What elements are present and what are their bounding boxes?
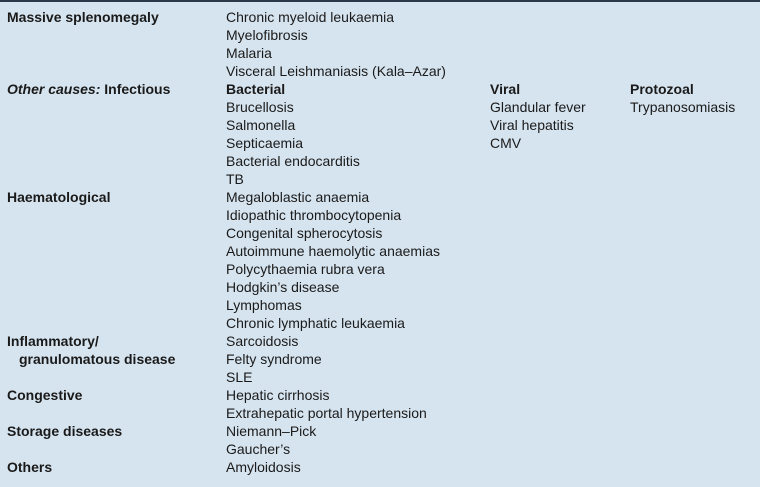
category-label: Haematological <box>7 189 111 205</box>
cause-list <box>219 332 490 386</box>
cause-item: Lymphomas <box>226 297 302 313</box>
protozoal-list <box>630 80 760 188</box>
category-label: Massive splenomegaly <box>7 9 159 25</box>
cause-list <box>219 386 490 422</box>
table-row <box>0 386 760 422</box>
category-line-1: Inflammatory/ <box>7 333 99 349</box>
cause-item: Hepatic cirrhosis <box>226 387 330 403</box>
cause-item: Gaucher’s <box>226 441 291 457</box>
cause-item: Extrahepatic portal hypertension <box>226 405 427 421</box>
category-suffix: Infectious <box>100 81 171 97</box>
cause-item: Idiopathic thrombocytopenia <box>226 207 402 223</box>
category-label: Others <box>7 459 53 475</box>
table-row <box>0 8 760 80</box>
table-row <box>0 458 760 476</box>
cause-item: Glandular fever <box>490 99 586 115</box>
cause-item: Hodgkin’s disease <box>226 279 340 295</box>
cause-item: Niemann–Pick <box>226 423 317 439</box>
cause-item: Chronic myeloid leukaemia <box>226 9 395 25</box>
cause-item: Chronic lymphatic leukaemia <box>226 315 405 331</box>
cause-item: Felty syndrome <box>226 351 322 367</box>
cause-item: Sarcoidosis <box>226 333 299 349</box>
bacterial-list <box>219 80 490 188</box>
category-label: Congestive <box>7 387 83 403</box>
cause-item: Malaria <box>226 45 272 61</box>
category-label <box>0 332 219 386</box>
cause-item: Megaloblastic anaemia <box>226 189 370 205</box>
cause-item: Myelofibrosis <box>226 27 308 43</box>
cause-item: Bacterial endocarditis <box>226 153 360 169</box>
cause-list <box>219 8 490 80</box>
cause-item: Septicaemia <box>226 135 304 151</box>
table-row <box>0 332 760 386</box>
subheading-bacterial: Bacterial <box>226 81 286 97</box>
table-row <box>0 422 760 458</box>
cause-item: CMV <box>490 135 522 151</box>
category-label: Storage diseases <box>7 423 123 439</box>
cause-item: Trypanosomiasis <box>630 99 736 115</box>
cause-item: Salmonella <box>226 117 296 133</box>
subheading-protozoal: Protozoal <box>630 81 694 97</box>
cause-list <box>219 458 490 476</box>
cause-item: Amyloidosis <box>226 459 301 475</box>
cause-item: TB <box>226 171 244 187</box>
cause-item: Congenital spherocytosis <box>226 225 383 241</box>
cause-list <box>219 422 490 458</box>
table-row <box>0 80 760 188</box>
cause-list <box>219 188 490 332</box>
category-label <box>0 80 219 188</box>
cause-item: Visceral Leishmaniasis (Kala–Azar) <box>226 63 446 79</box>
cause-item: Polycythaemia rubra vera <box>226 261 385 277</box>
cause-item: SLE <box>226 369 253 385</box>
table-row <box>0 188 760 332</box>
cause-item: Viral hepatitis <box>490 117 574 133</box>
category-line-2: granulomatous disease <box>19 351 176 367</box>
subheading-viral: Viral <box>490 81 521 97</box>
cause-item: Brucellosis <box>226 99 294 115</box>
cause-item: Autoimmune haemolytic anaemias <box>226 243 440 259</box>
viral-list <box>490 80 630 188</box>
category-prefix: Other causes: <box>7 81 101 97</box>
